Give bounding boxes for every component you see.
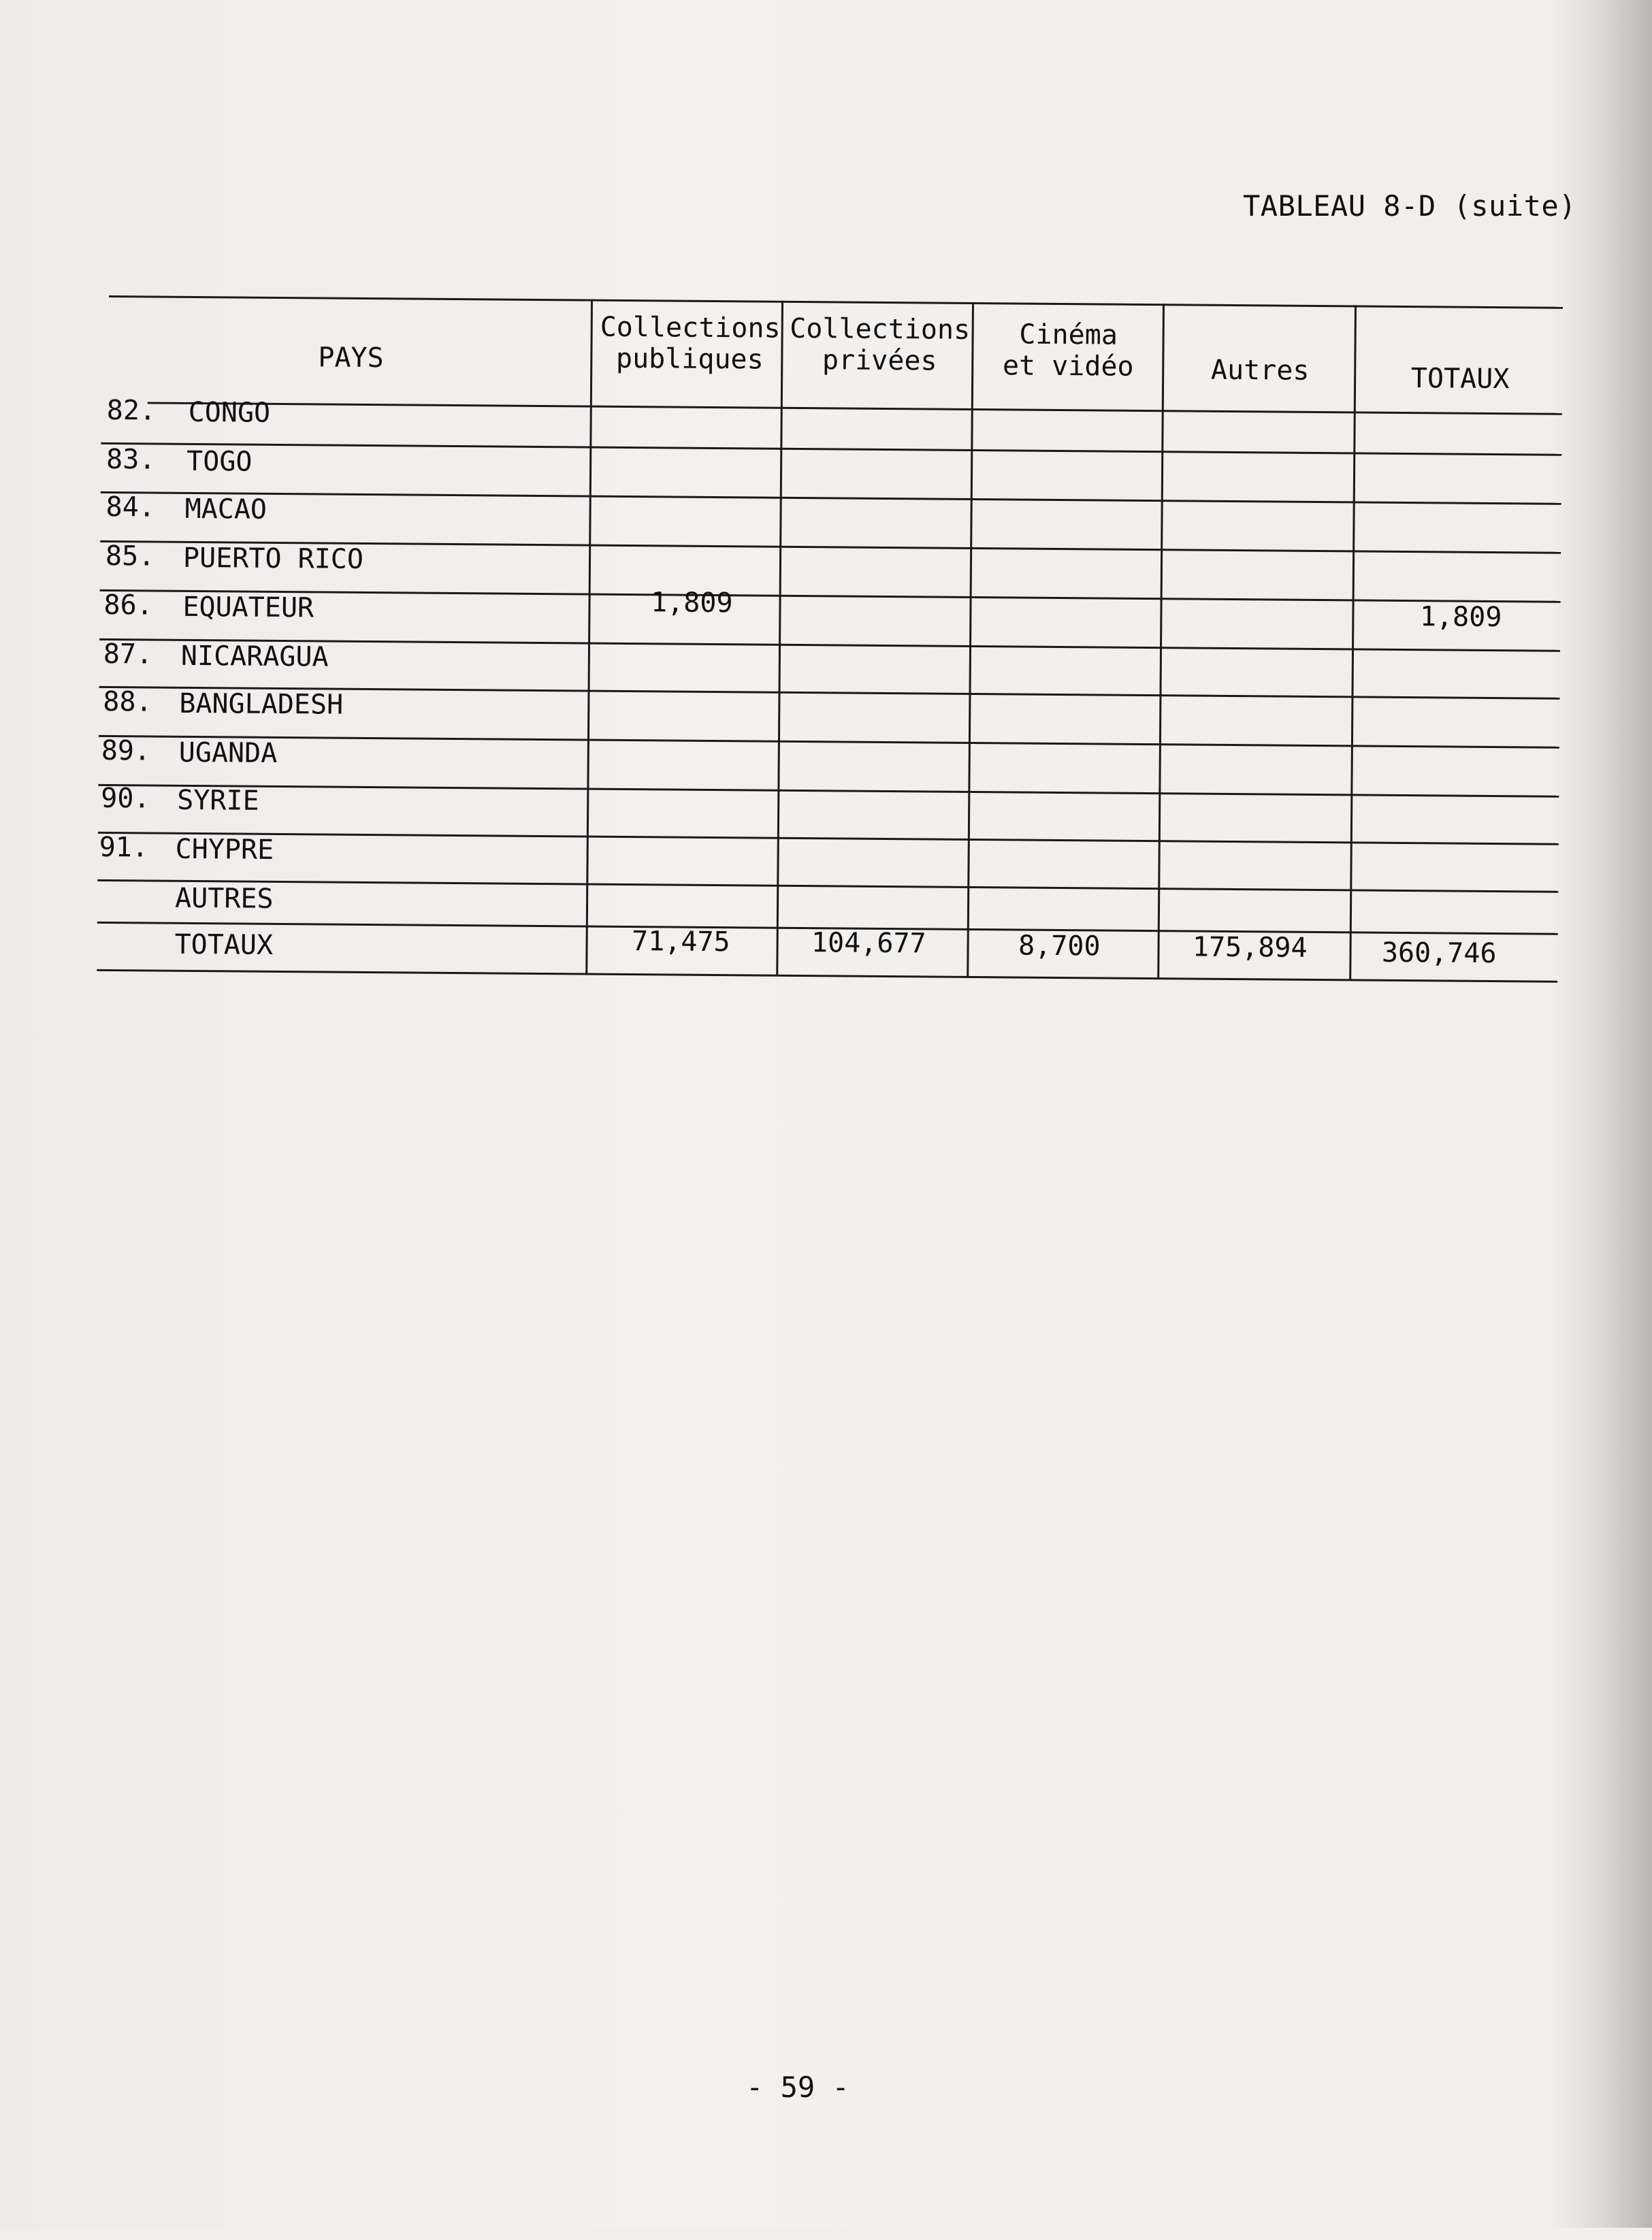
table-top-rule bbox=[109, 295, 1563, 309]
header-line: Collections bbox=[600, 311, 781, 344]
header-collections-privees bbox=[788, 313, 972, 377]
row-number: 83. bbox=[106, 443, 156, 476]
row-number: 82. bbox=[106, 394, 157, 427]
column-rule bbox=[1157, 304, 1165, 979]
row-rule bbox=[97, 879, 1558, 893]
row-country: NICARAGUA bbox=[180, 640, 329, 673]
header-line: Collections bbox=[790, 312, 971, 346]
row-number: 87. bbox=[103, 638, 153, 670]
row-rule bbox=[98, 832, 1559, 845]
totals-totaux: 360,746 bbox=[1381, 937, 1497, 970]
row-rule bbox=[98, 784, 1559, 798]
row-number: 86. bbox=[103, 589, 153, 621]
row-number: 91. bbox=[99, 831, 149, 864]
header-pays: PAYS bbox=[318, 342, 384, 374]
row-country: SYRIE bbox=[177, 784, 259, 817]
header-bottom-rule bbox=[148, 402, 1562, 415]
header-cinema-video bbox=[974, 319, 1163, 383]
page-number: - 59 - bbox=[746, 2071, 849, 2104]
column-rule bbox=[1349, 305, 1357, 980]
row-rule bbox=[99, 735, 1559, 749]
row-rule bbox=[101, 491, 1561, 505]
column-rule bbox=[967, 302, 974, 977]
header-autres: Autres bbox=[1210, 354, 1310, 387]
row-country: PUERTO RICO bbox=[182, 542, 364, 575]
totals-label: TOTAUX bbox=[174, 928, 274, 961]
header-collections-publiques bbox=[600, 312, 780, 376]
row-country: TOGO bbox=[186, 445, 253, 478]
header-line: publiques bbox=[615, 342, 764, 376]
column-rule bbox=[585, 299, 593, 975]
column-rule bbox=[776, 301, 783, 976]
header-line: privées bbox=[822, 344, 937, 377]
row-country: CHYPRE bbox=[175, 833, 274, 866]
row-rule bbox=[101, 442, 1561, 456]
row-number: 88. bbox=[103, 685, 152, 718]
row-value-publiques: 1,809 bbox=[650, 587, 733, 619]
row-rule bbox=[100, 589, 1561, 603]
header-totaux: TOTAUX bbox=[1410, 363, 1510, 395]
totals-autres: 175,894 bbox=[1192, 931, 1308, 964]
table-bottom-rule bbox=[97, 969, 1557, 983]
row-country: BANGLADESH bbox=[179, 687, 344, 721]
row-country: MACAO bbox=[184, 493, 268, 525]
row-number: 85. bbox=[105, 540, 155, 572]
header-line: Cinéma bbox=[1019, 319, 1118, 351]
totals-cinema: 8,700 bbox=[1018, 930, 1101, 962]
row-country: EQUATEUR bbox=[182, 591, 314, 624]
row-country: AUTRES bbox=[174, 882, 274, 915]
row-number: 90. bbox=[101, 782, 150, 815]
row-country: UGANDA bbox=[178, 736, 278, 769]
row-value-totaux: 1,809 bbox=[1419, 601, 1502, 634]
row-number: 89. bbox=[101, 734, 151, 767]
table-title: TABLEAU 8-D (suite) bbox=[1243, 189, 1576, 223]
totals-privees: 104,677 bbox=[811, 927, 926, 960]
totals-publiques: 71,475 bbox=[631, 926, 730, 958]
row-country: CONGO bbox=[188, 396, 271, 429]
header-line: et vidéo bbox=[1002, 350, 1134, 383]
row-number: 84. bbox=[106, 491, 156, 523]
